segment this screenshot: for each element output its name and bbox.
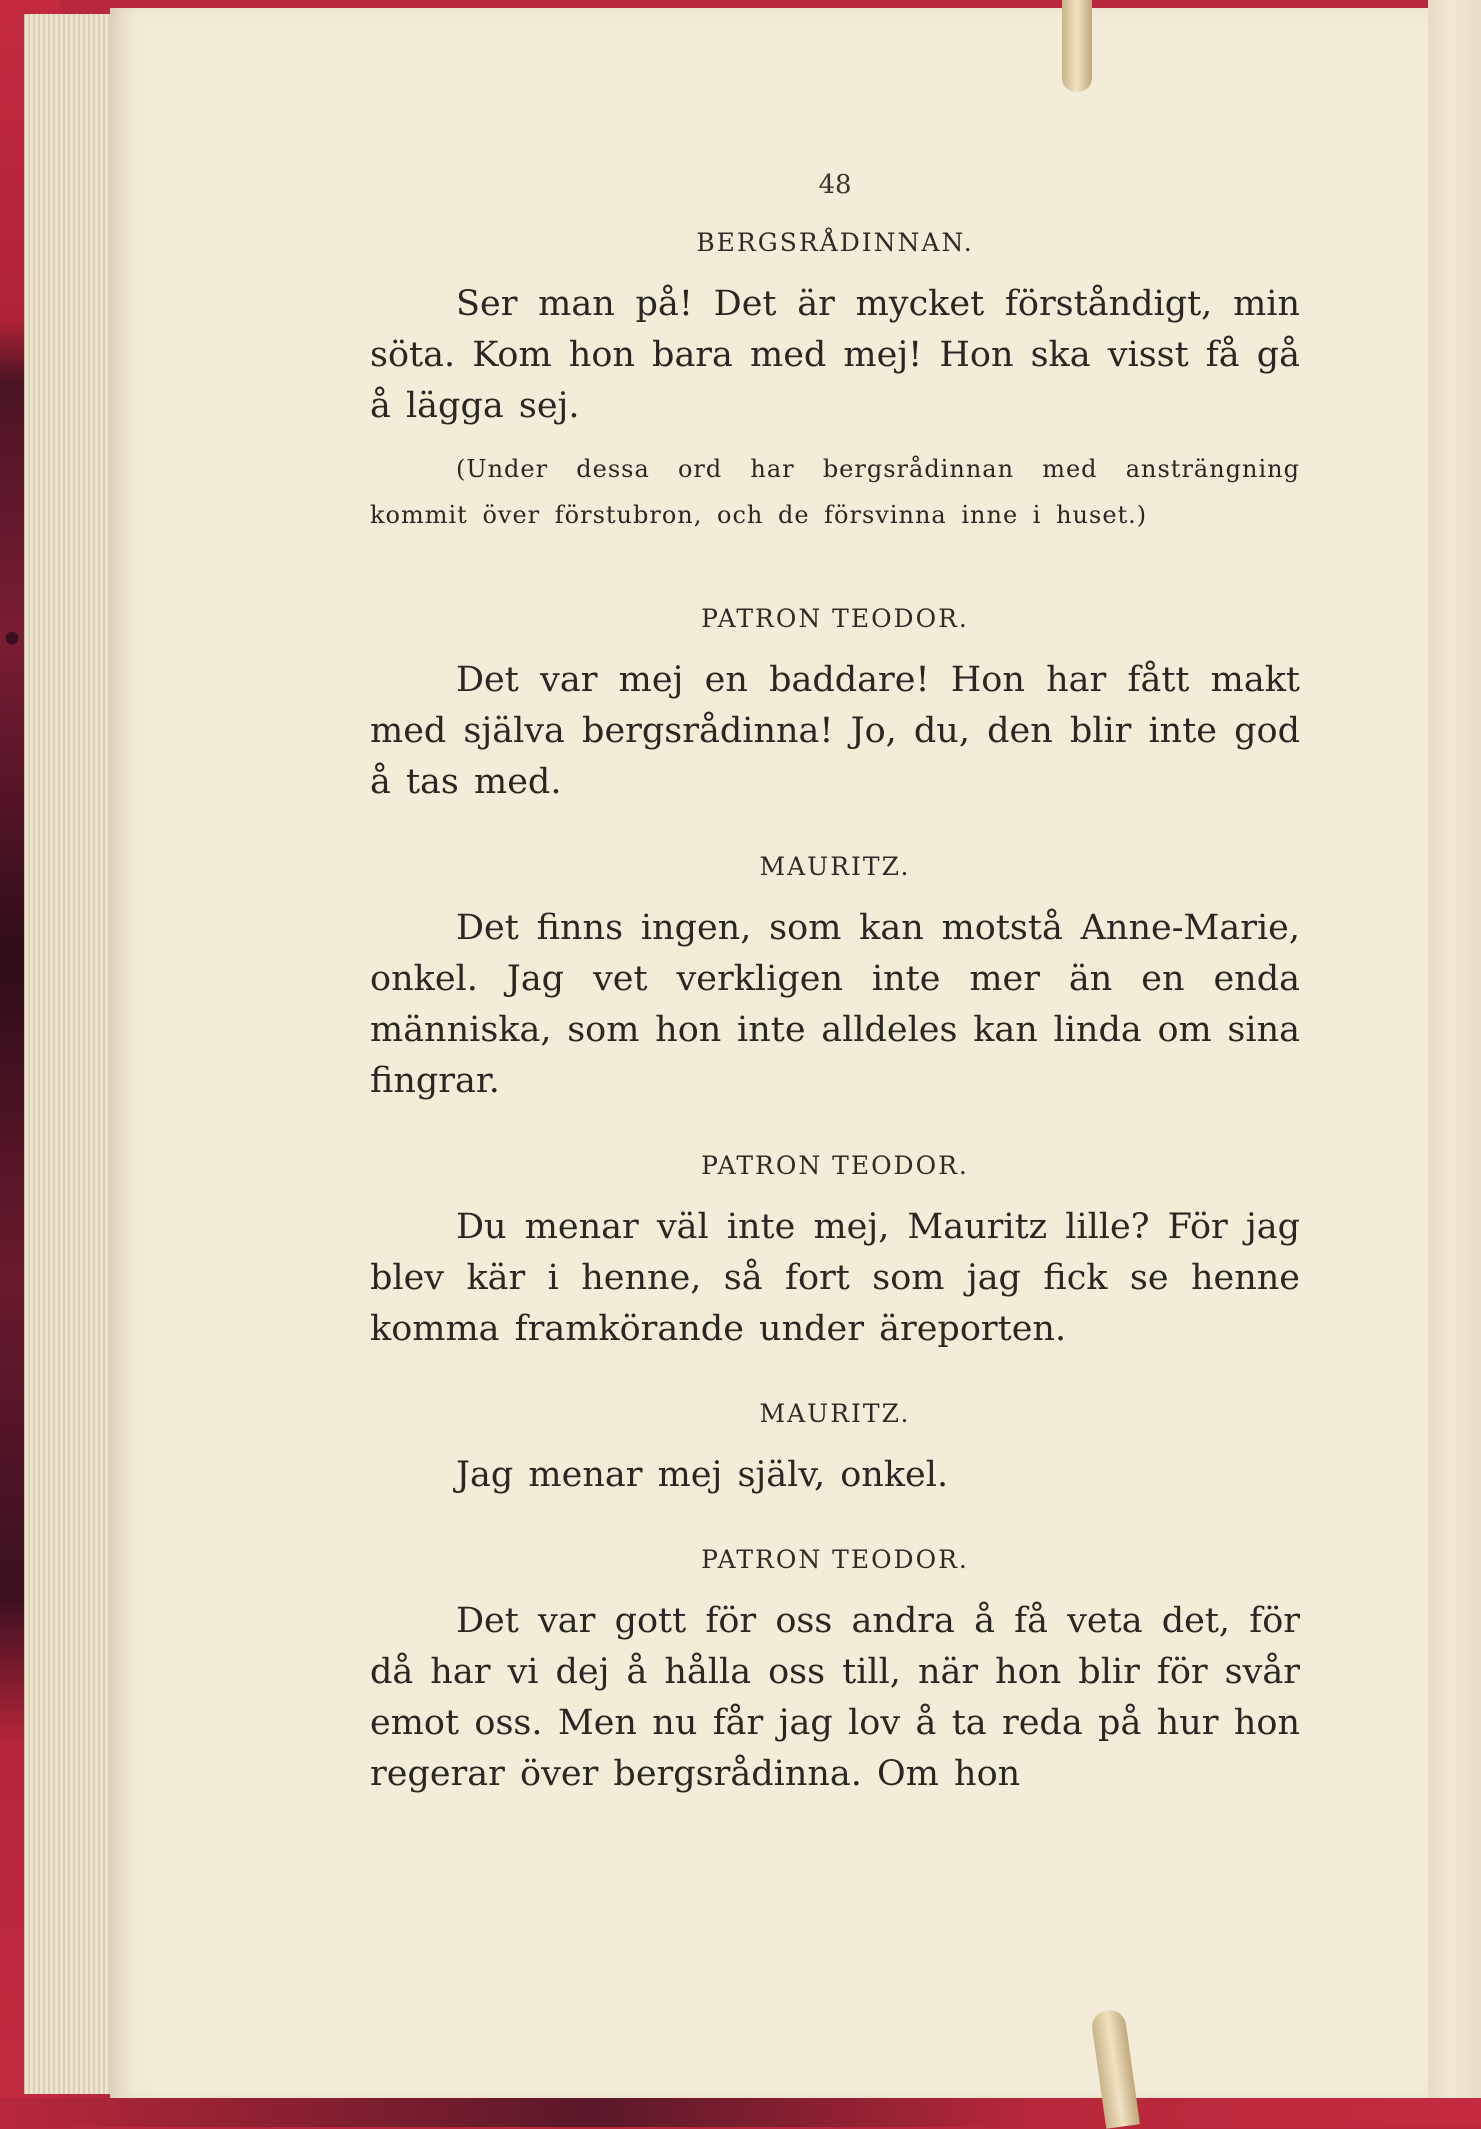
speaker-name: PATRON TEODOR. (701, 604, 969, 633)
dialogue-paragraph: Du menar väl inte mej, Mauritz lille? För jag blev kär i henne, så fort som jag fick se henne komma framkörande under äreporten. (370, 1207, 1300, 1349)
dialogue-paragraph: Det var mej en baddare! Hon har fått makt med själva bergsrådinna! Jo, du, den blir inte god å tas med. (370, 660, 1300, 802)
dialogue-paragraph: Det var gott för oss andra å få veta det, för då har vi dej å hålla oss till, när hon blir för svår emot oss. Men nu får jag lov å ta reda på hur hon regerar över bergsrådinna. Om hon (370, 1601, 1300, 1794)
page-clip-top (1062, 0, 1092, 92)
speaker-name: BERGSRÅDINNAN. (696, 228, 974, 257)
page-edges (24, 14, 121, 2094)
stage-direction: (Under dessa ord har bergsrådinnan med ansträngning kommit över förstubron, och de försvinna inne i huset.) (370, 455, 1300, 529)
page-text (370, 170, 1300, 1844)
dialogue-paragraph: Jag menar mej själv, onkel. (456, 1455, 949, 1495)
speaker-name: PATRON TEODOR. (701, 1545, 969, 1574)
book-right-edge (1428, 0, 1481, 2127)
dialogue-paragraph: Ser man på! Det är mycket förståndigt, min söta. Kom hon bara med mej! Hon ska visst få gå å lägga sej. (370, 284, 1300, 426)
speaker-name: MAURITZ. (759, 852, 911, 881)
book-cover-bottom (0, 2098, 1481, 2127)
speaker-name: PATRON TEODOR. (701, 1151, 969, 1180)
page-number: 48 (818, 170, 852, 200)
dialogue-paragraph: Det finns ingen, som kan motstå Anne-Marie, onkel. Jag vet verkligen inte mer än en enda människa, som hon inte alldeles kan linda om sina fingrar. (370, 908, 1300, 1101)
speaker-name: MAURITZ. (759, 1399, 911, 1428)
